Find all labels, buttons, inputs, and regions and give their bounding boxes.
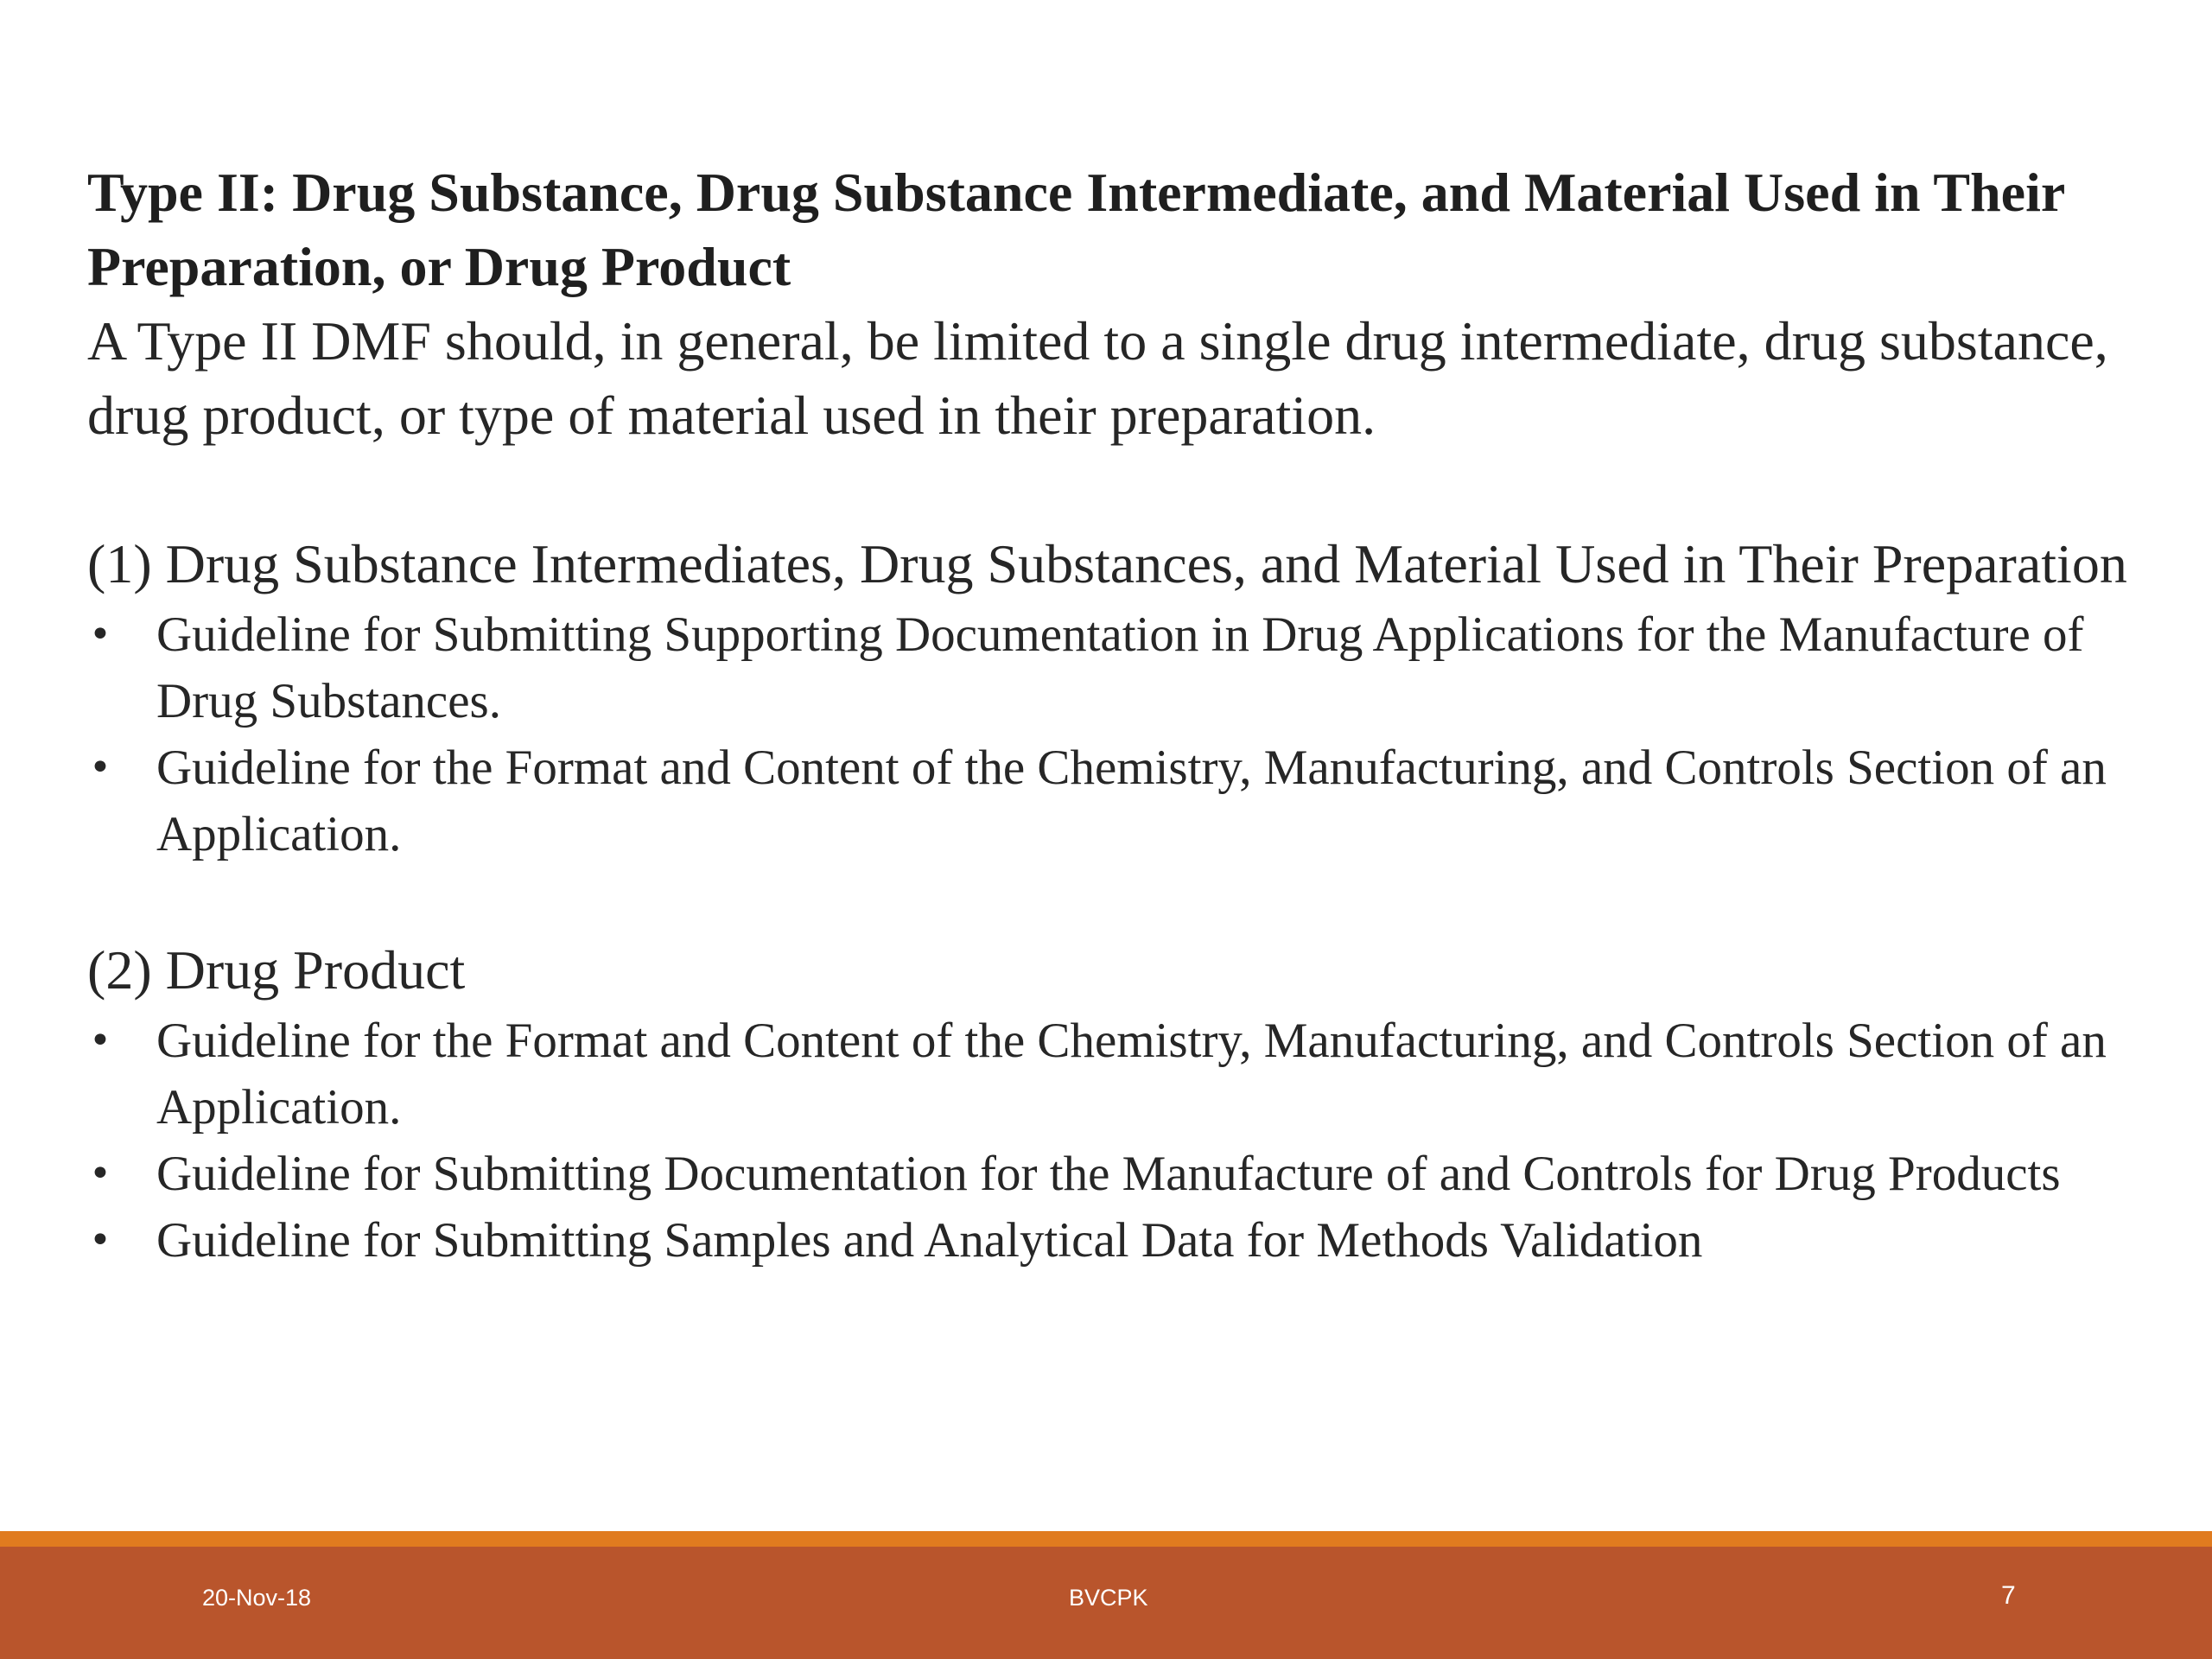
slide-heading: Type II: Drug Substance, Drug Substance Intermediate, and Material Used in Their Preparation, or Drug Product [87, 162, 2065, 297]
list-item [87, 734, 2144, 868]
list-item-text: Guideline for Submitting Samples and Analytical Data for Methods Validation [156, 1213, 1703, 1268]
intro-paragraph: A Type II DMF should, in general, be limited to a single drug intermediate, drug substance, drug product, or type of material used in their preparation. [87, 310, 2108, 446]
bullet-icon: • [89, 613, 111, 657]
bullet-icon: • [89, 1019, 111, 1063]
slide-content [87, 156, 2144, 1274]
list-item-text: Guideline for the Format and Content of the Chemistry, Manufacturing, and Controls Section of an Application. [156, 741, 2107, 861]
section1-list [87, 601, 2144, 868]
spacer [87, 453, 2144, 527]
section1-title: (1) Drug Substance Intermediates, Drug Substances, and Material Used in Their Preparation [87, 533, 2127, 594]
footer-accent-line [0, 1531, 2212, 1547]
list-item-text: Guideline for Submitting Supporting Documentation in Drug Applications for the Manufacture of Drug Substances. [156, 607, 2084, 728]
list-item [87, 1007, 2144, 1141]
bullet-icon: • [89, 746, 111, 790]
list-item [87, 601, 2144, 734]
list-item-text: Guideline for the Format and Content of the Chemistry, Manufacturing, and Controls Section of an Application. [156, 1014, 2107, 1135]
footer-center-text: BVCPK [1069, 1585, 1148, 1611]
list-item [87, 1141, 2144, 1207]
footer-date: 20-Nov-18 [202, 1585, 312, 1611]
section2-title: (2) Drug Product [87, 939, 466, 1001]
bullet-icon: • [89, 1218, 111, 1262]
list-item [87, 1207, 2144, 1274]
bullet-icon: • [89, 1152, 111, 1196]
spacer [87, 868, 2144, 933]
list-item-text: Guideline for Submitting Documentation for the Manufacture of and Controls for Drug Products [156, 1147, 2061, 1201]
slide-footer [0, 1547, 2212, 1659]
page-number: 7 [2001, 1581, 2016, 1610]
section2-list [87, 1007, 2144, 1274]
